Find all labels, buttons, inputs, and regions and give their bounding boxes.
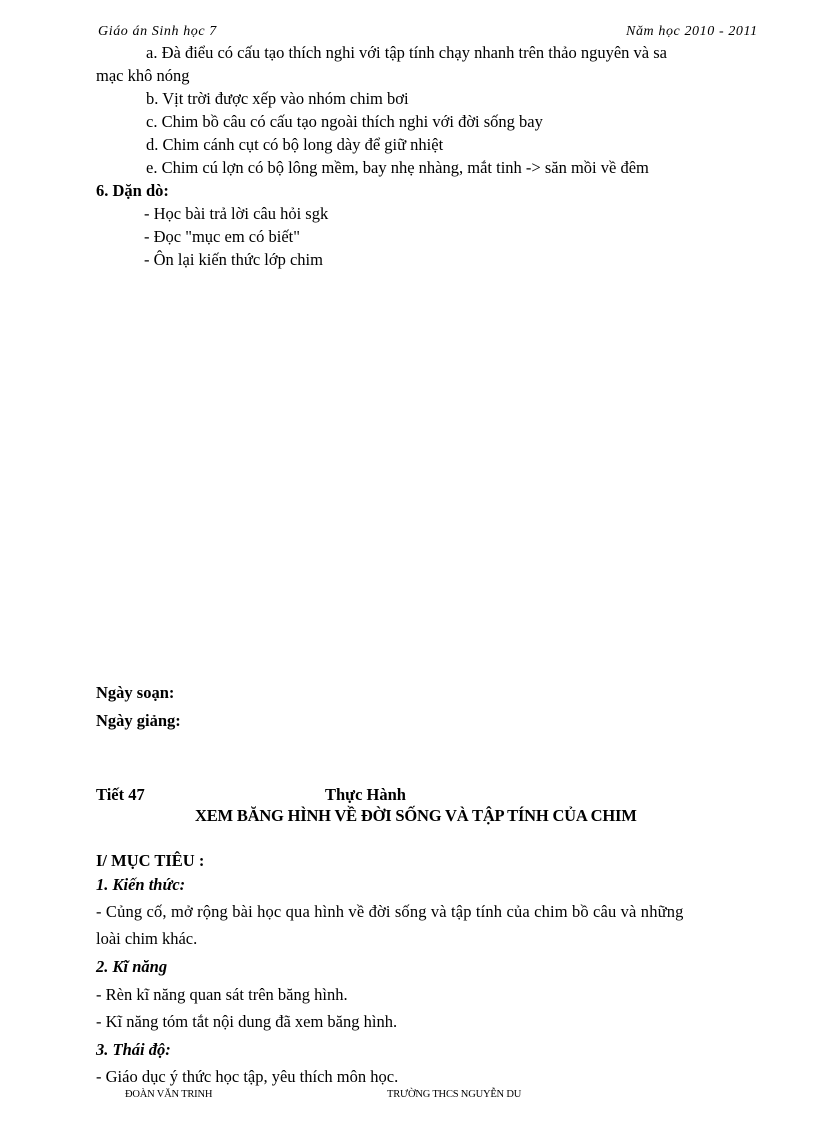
knowledge-heading: 1. Kiến thức: xyxy=(96,875,186,894)
homework-item-2: - Đọc "mục em có biết" xyxy=(144,227,300,246)
footer-author: ĐOÀN VĂN TRINH xyxy=(125,1089,213,1100)
knowledge-text: - Củng cố, mở rộng bài học qua hình về đời sống và tập tính của chim bồ câu và những xyxy=(96,902,684,921)
quiz-item-a-cont: mạc khô nóng xyxy=(96,66,190,85)
date-teach-label: Ngày giảng: xyxy=(96,711,181,730)
homework-heading: 6. Dặn dò: xyxy=(96,181,169,200)
homework-item-3: - Ôn lại kiến thức lớp chim xyxy=(144,250,323,269)
footer-school: TRƯỜNG THCS NGUYỄN DU xyxy=(387,1089,522,1100)
lesson-title: XEM BĂNG HÌNH VỀ ĐỜI SỐNG VÀ TẬP TÍNH CỦA CHIM xyxy=(195,806,637,825)
header-subject: Giáo án Sinh học 7 xyxy=(98,24,217,39)
skills-item-1: - Rèn kĩ năng quan sát trên băng hình. xyxy=(96,985,348,1004)
skills-item-2: - Kĩ năng tóm tắt nội dung đã xem băng hình. xyxy=(96,1012,398,1031)
attitude-heading: 3. Thái độ: xyxy=(96,1040,171,1059)
homework-item-1: - Học bài trả lời câu hỏi sgk xyxy=(144,204,329,223)
quiz-item-a: a. Đà điểu có cấu tạo thích nghi với tập tính chạy nhanh trên thảo nguyên và sa xyxy=(146,43,667,62)
skills-heading: 2. Kĩ năng xyxy=(96,957,168,976)
knowledge-text-cont: loài chim khác. xyxy=(96,929,198,948)
quiz-item-b: b. Vịt trời được xếp vào nhóm chim bơi xyxy=(146,89,409,108)
quiz-item-e: e. Chim cú lợn có bộ lông mềm, bay nhẹ nhàng, mắt tinh -> săn mồi về đêm xyxy=(146,158,649,177)
date-prepare-label: Ngày soạn: xyxy=(96,683,175,702)
lesson-type: Thực Hành xyxy=(325,785,406,804)
attitude-text: - Giáo dục ý thức học tập, yêu thích môn học. xyxy=(96,1067,399,1086)
lesson-period: Tiết 47 xyxy=(96,785,145,804)
header-school-year: Năm học 2010 - 2011 xyxy=(626,24,758,39)
objectives-heading: I/ MỤC TIÊU : xyxy=(96,851,205,870)
quiz-item-d: d. Chim cánh cụt có bộ long dày để giữ nhiệt xyxy=(146,135,444,154)
quiz-item-c: c. Chim bồ câu có cấu tạo ngoài thích nghi với đời sống bay xyxy=(146,112,543,131)
